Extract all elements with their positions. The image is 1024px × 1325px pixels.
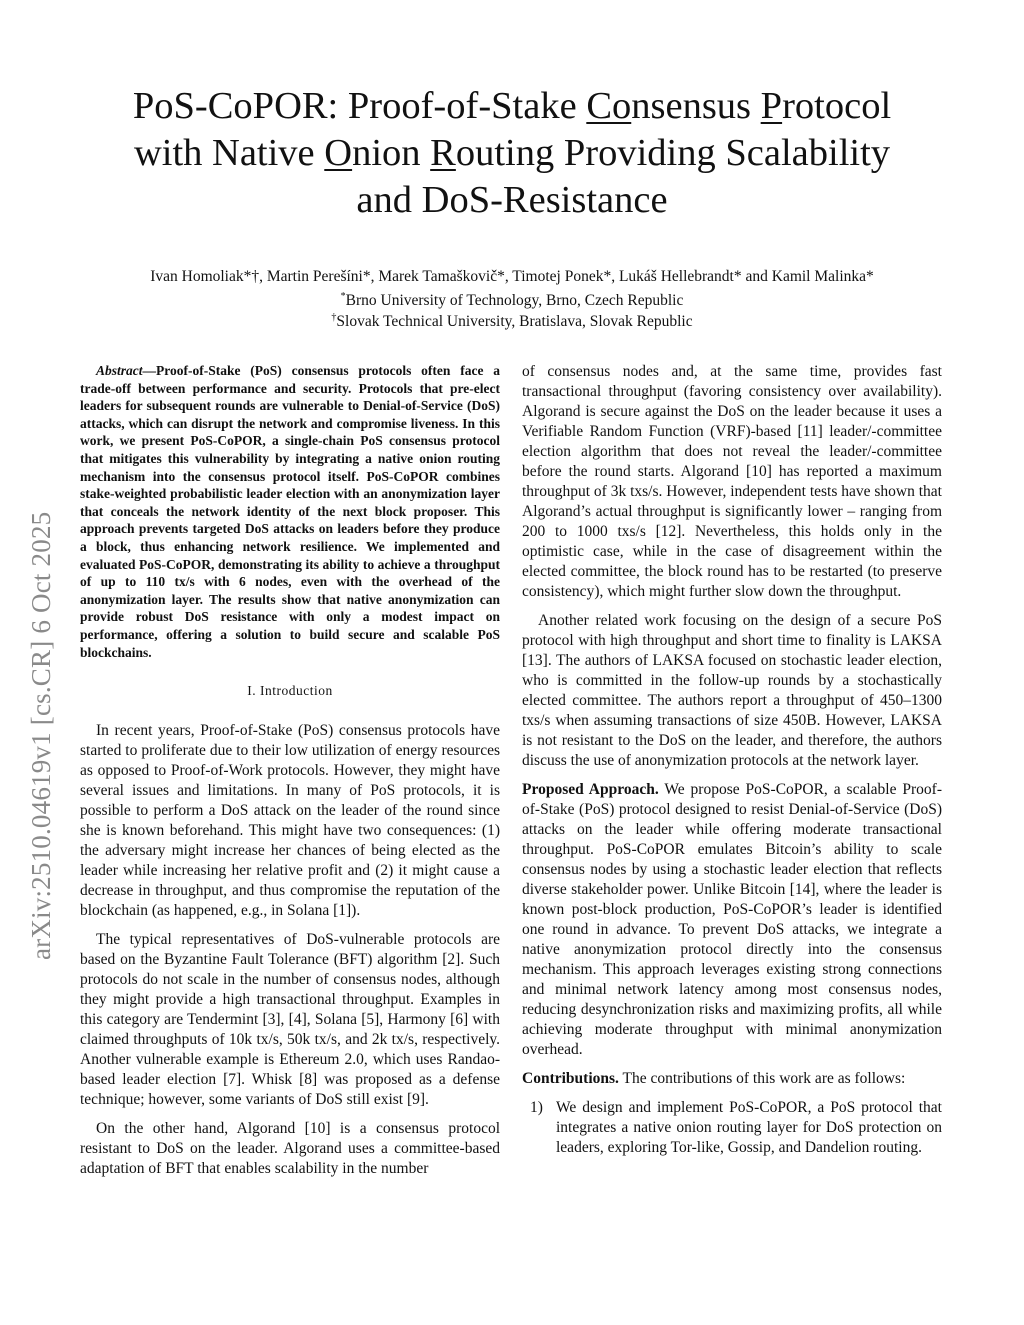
right-paragraph-1: of consensus nodes and, at the same time, provides fast transactional throughput (favoring consistency over availability). Algorand is secure against the DoS on the leader because it uses a Verifiable Random Function (VRF)-based [11] leader/-committee election algorithm that does not reveal the leader/-committee before the round starts. Algorand [10] has reported a maximum throughput of 3k txs/s. However, independent tests have shown that Algorand’s actual throughput is significantly lower – ranging from 200 to 1000 txs/s [12]. Nevertheless, this holds only in the optimistic case, while in the case of disagreement within the elected committee, the block round has to be restarted (to preserve consistency), which might further slow down the throughput. (522, 363, 942, 600)
proposed-approach-paragraph: Proposed Approach. We propose PoS-CoPOR, a scalable Proof-of-Stake (PoS) protocol designed to resist Denial-of-Service (DoS) attacks on the leader while offering moderate transactional throughput. PoS-CoPOR emulates Bitcoin’s ability to scale consensus nodes by using a stochastic leader election that reflects diverse stakeholder power. Unlike Bitcoin [14], where the leader is known post-block production, PoS-CoPOR’s leader is identified one round in advance. To prevent DoS attacks, we integrate a native anonymization protocol directly into the consensus mechanism. This approach leverages existing strong connections and minimal network latency among most consensus nodes, reducing desynchronization risks and maximizing profits, all while achieving moderate throughput with minimal anonymization overhead. (522, 781, 942, 1058)
title-line-2: with Native Onion Routing Providing Scalability (133, 132, 891, 174)
right-column (522, 362, 942, 1158)
title-line-3: and DoS-Resistance (356, 179, 668, 221)
intro-paragraph-2: The typical representatives of DoS-vulnerable protocols are based on the Byzantine Fault Tolerance (BFT) algorithm [2]. Such protocols do not scale in the number of consensus nodes, although they might provide a high transactional throughput. Examples in this category are Tendermint [3], [4], Solana [5], Harmony [6] with claimed throughputs of 10k tx/s, 50k tx/s, and 2k tx/s, respectively. Another vulnerable example is Ethereum 2.0, which uses Randao-based leader election [7]. Whisk [8] was proposed as a defense technique; however, some variants of DoS still exist [9]. (80, 931, 500, 1109)
affiliation-2: †Slovak Technical University, Bratislava, Slovak Republic (331, 312, 693, 330)
arxiv-stamp: arXiv:2510.04619v1 [cs.CR] 6 Oct 2025 (26, 511, 56, 960)
affiliation-1: *Brno University of Technology, Brno, Czech Republic (340, 291, 684, 309)
left-column (80, 362, 500, 1179)
intro-paragraph-1: In recent years, Proof-of-Stake (PoS) consensus protocols have started to proliferate due to their low utilization of energy resources as opposed to Proof-of-Work protocols. However, they might have several issues and limitations. In many of PoS protocols, it is possible to perform a DoS attack on the leader of the round since she is known beforehand. This might have two consequences: (1) the adversary might increase her chances of being elected as the leader while increasing her relative profit and (2) it might cause a decrease in throughput, and thus compromise the reputation of the blockchain (as happened, e.g., in Solana [1]). (80, 722, 500, 920)
right-paragraph-2: Another related work focusing on the design of a secure PoS protocol with high throughput and short time to finality is LAKSA [13]. The authors of LAKSA focused on stochastic leader election, who is committed in the follow-up rounds by a stochastically elected committee. The authors report a throughput of 450–1300 txs/s when assuming transactions of size 450B. However, LAKSA is not resistant to the DoS on the leader, and therefore, the authors discuss the use of anonymization protocols at the network layer. (522, 612, 942, 769)
author-list: Ivan Homoliak*†, Martin Perešíni*, Marek Tamaškovič*, Timotej Ponek*, Lukáš Hellebrandt* and Kamil Malinka* (150, 268, 874, 285)
paper-title (80, 83, 944, 224)
title-line-1: PoS-CoPOR: Proof-of-Stake Consensus Protocol (132, 85, 892, 127)
section-heading-introduction: I. Introduction (247, 683, 333, 699)
contribution-item-1: 1) We design and implement PoS-CoPOR, a PoS protocol that integrates a native onion routing layer for DoS protection on leaders, exploring Tor-like, Gossip, and Dandelion routing. (530, 1099, 942, 1156)
contributions-paragraph: Contributions. The contributions of this work are as follows: (522, 1070, 906, 1087)
intro-paragraph-3: On the other hand, Algorand [10] is a consensus protocol resistant to DoS on the leader. Algorand uses a committee-based adaptation of BFT that enables scalability in the number (80, 1120, 500, 1178)
abstract: Abstract—Proof-of-Stake (PoS) consensus protocols often face a trade-off between performance and security. Protocols that pre-elect leaders for subsequent rounds are vulnerable to Denial-of-Service (DoS) attacks, which can disrupt the network and compromise liveness. In this work, we present PoS-CoPOR, a single-chain PoS consensus protocol that mitigates this vulnerability by integrating a native onion routing mechanism into the consensus protocol itself. PoS-CoPOR combines stake-weighted probabilistic leader election with an anonymization layer that conceals the network identity of the next block proposer. This approach prevents targeted DoS attacks on leaders before they produce a block, thus enhancing network resilience. We implemented and evaluated PoS-CoPOR, demonstrating its ability to achieve a throughput of up to 110 tx/s with 6 nodes, even with the overhead of the anonymization layer. The results show that native anonymization can provide robust DoS resistance with only a modest impact on performance, offering a solution to build secure and scalable PoS blockchains. (80, 363, 500, 660)
